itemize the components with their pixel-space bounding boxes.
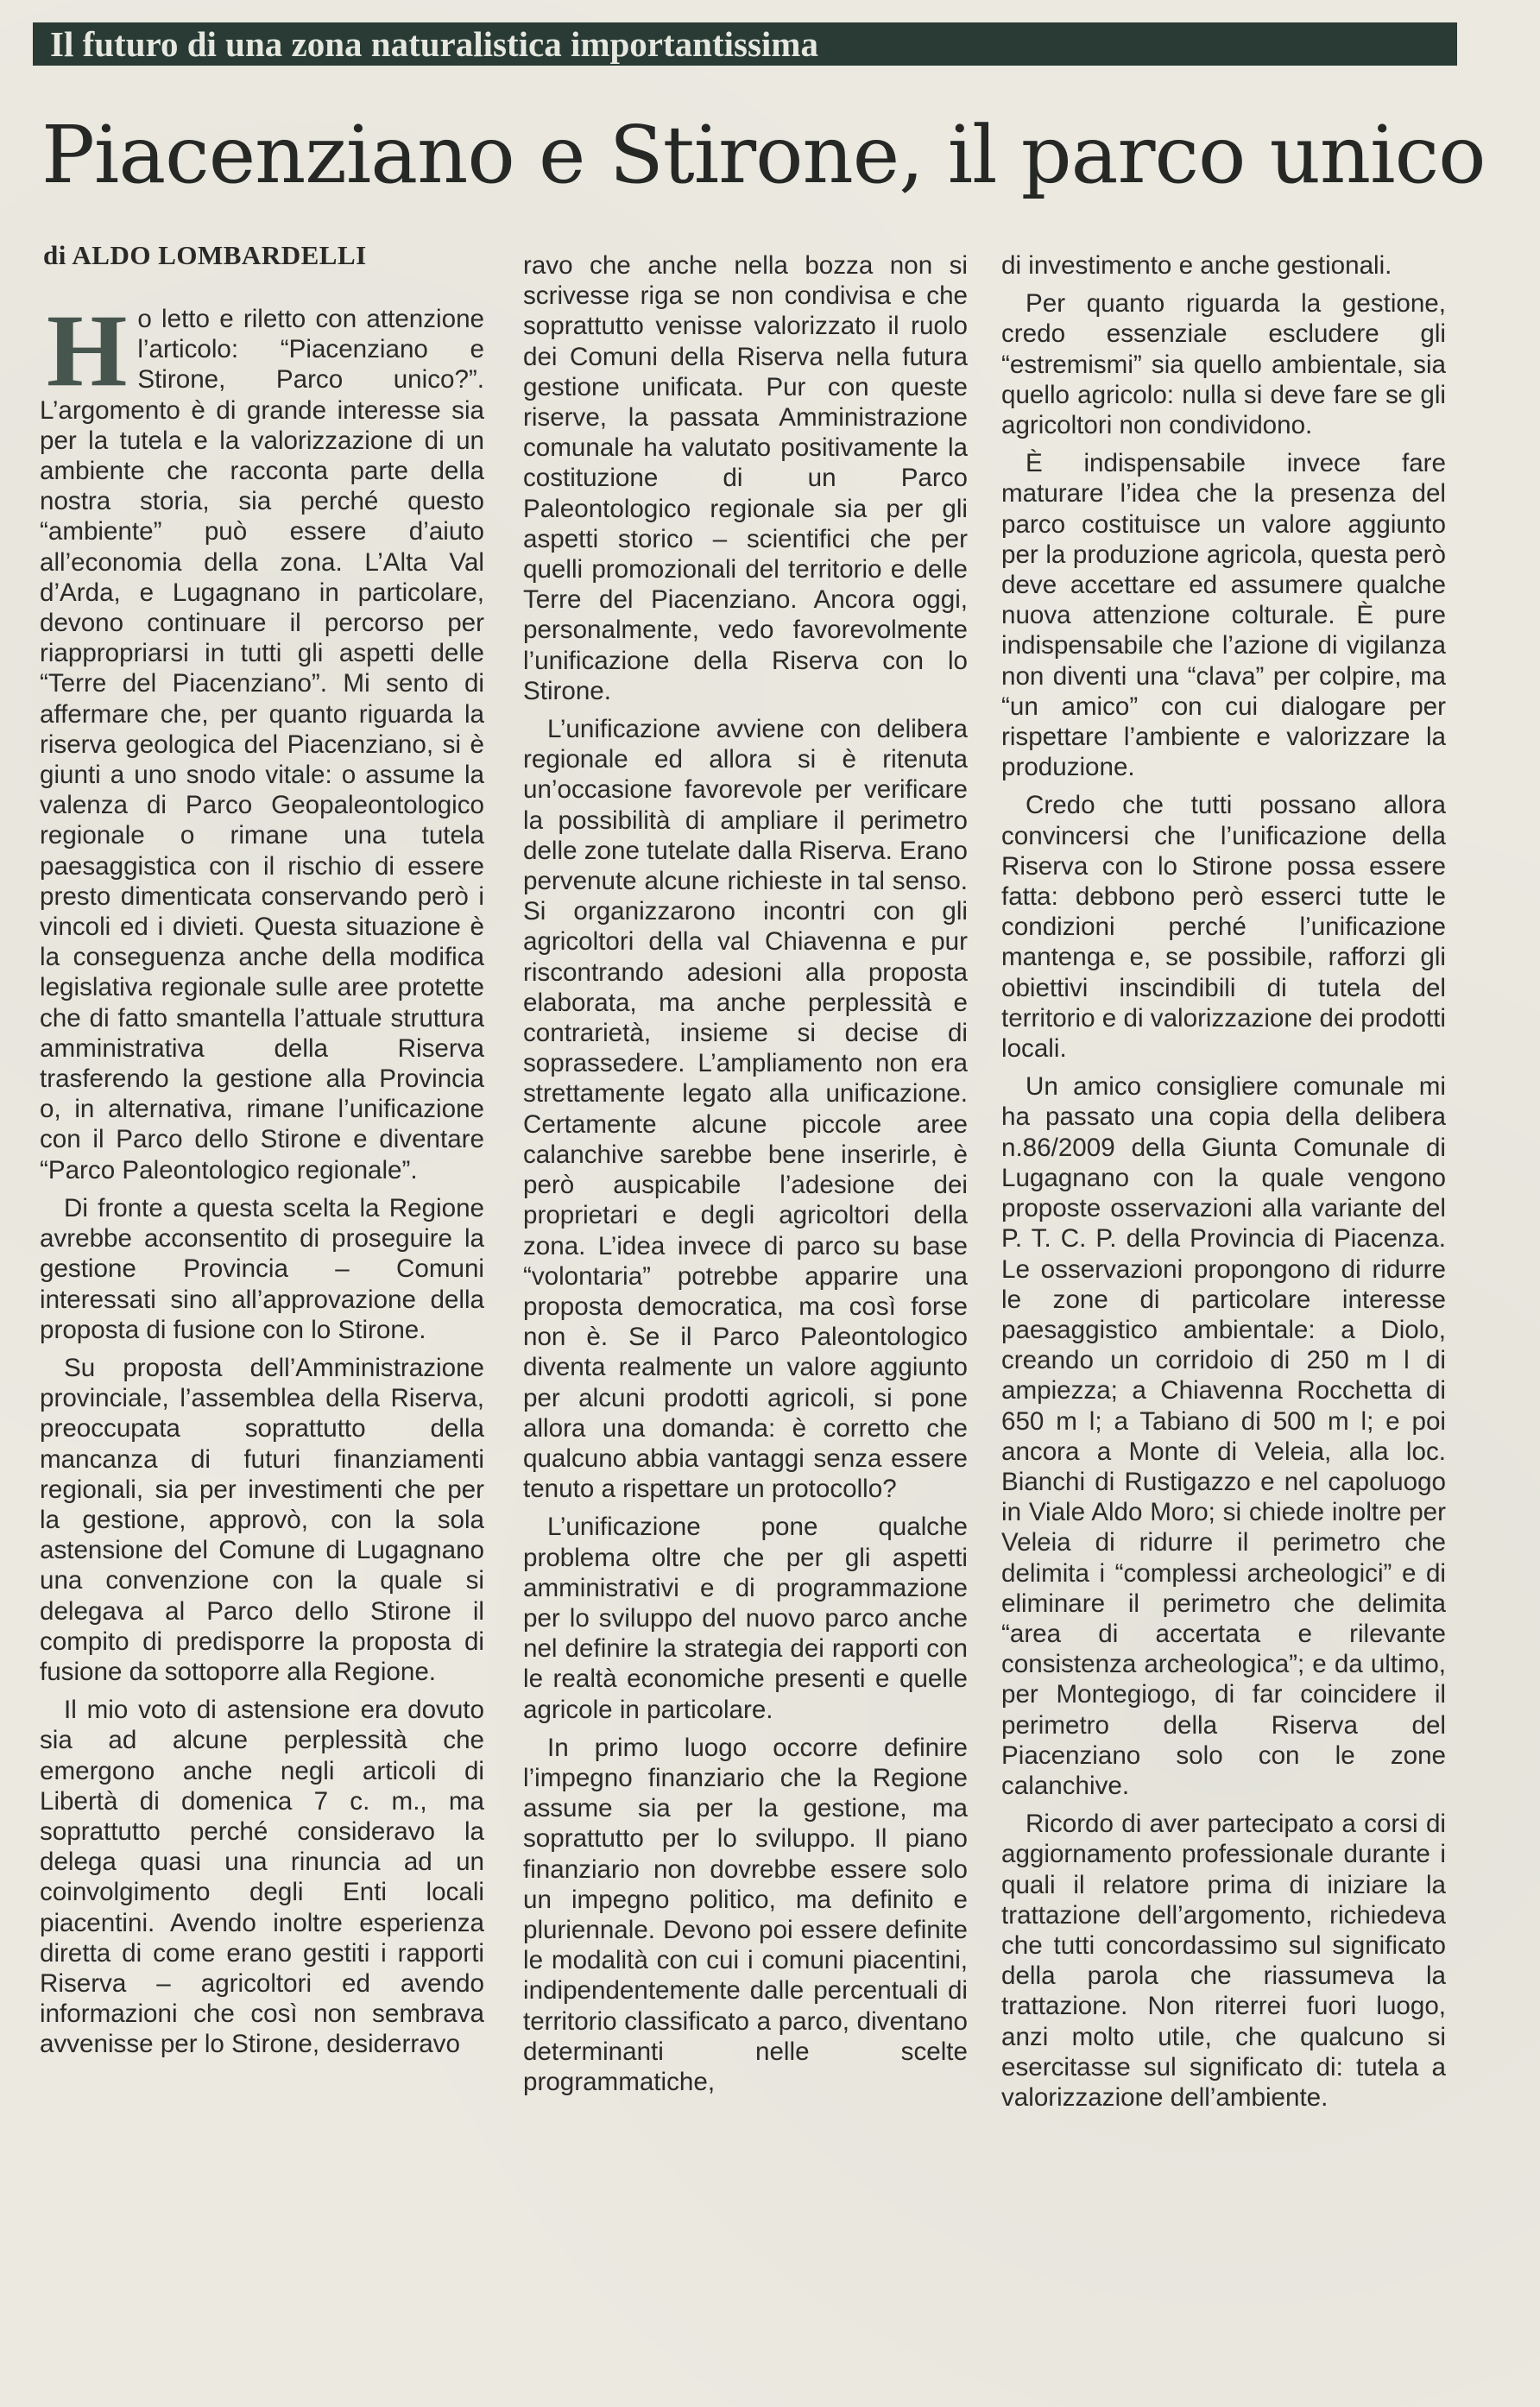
headline: Piacenziano e Stirone, il parco unico (41, 109, 1486, 201)
paragraph: L’unificazione pone qualche problema oltre che per gli aspetti amministrativi e di programmazione per lo sviluppo del nuovo parco anche nel definire la strategia dei rapporti con le realtà economiche presenti e quelle agricole in particolare. (523, 1513, 968, 1724)
paragraph: Su proposta dell’Amministrazione provinciale, l’assemblea della Riserva, preoccupata soprattutto della mancanza di futuri finanziamenti regionali, sia per investimenti che per la gestione, approvò, con la sola astensione del Comune di Lugagnano una convenzione con la quale si delegava al Parco dello Stirone il compito di predisporre la proposta di fusione da sottoporre alla Regione. (40, 1353, 484, 1686)
kicker-banner: Il futuro di una zona naturalistica importantissima (33, 22, 1457, 66)
article-column-3 (1001, 250, 1446, 2374)
paragraph: Un amico consigliere comunale mi ha passato una copia della delibera n.86/2009 della Giunta Comunale di Lugagnano con la quale vengono proposte osservazioni alla variante del P. T. C. P. della Provincia di Piacenza. Le osservazioni propongono di ridurre le zone di particolare interesse paesaggistico ambientale: a Diolo, creando un corridoio di 250 m l di ampiezza; a Chiavenna Rocchetta di 650 m l; a Tabiano di 500 m l; e poi ancora a Monte di Veleia, alla loc. Bianchi di Rustigazzo e nel capoluogo in Viale Aldo Moro; si chiede inoltre per Veleia di ridurre il perimetro che delimita i “complessi archeologici” e di eliminare il perimetro che delimita “area di accertata e rilevante consistenza archeologica”; e da ultimo, per Montegiogo, di far coincidere il perimetro della Riserva del Piacenziano solo con le zone calanchive. (1001, 1072, 1446, 1800)
paragraph: o letto e riletto con attenzione l’articolo: “Piacenziano e Stirone, Parco unico?”. L’argomento è di grande interesse sia per la tutela e la valorizzazione di un ambiente che racconta parte della nostra storia, sia perché questo “ambiente” può essere d’aiuto all’economia della zona. L’Alta Val d’Arda, e Lugagnano in particolare, devono continuare il percorso per riappropriarsi in tutti gli aspetti delle “Terre del Piacenziano”. Mi sento di affermare che, per quanto riguarda la riserva geologica del Piacenziano, si è giunti a uno snodo vitale: o assume la valenza di Parco Geopaleontologico regionale o rimane una tutela paesaggistica con il rischio di essere presto dimenticata conservando però i vincoli ed i divieti. Questa situazione è la conseguenza anche della modifica legislativa regionale sulle aree protette che di fatto smantella l’attuale struttura amministrativa della Riserva trasferendo la gestione alla Provincia o, in alternativa, rimane l’unificazione con il Parco dello Stirone e diventare “Parco Paleontologico regionale”. (40, 305, 484, 1185)
paragraph: In primo luogo occorre definire l’impegno finanziario che la Regione assume sia per la gestione, ma soprattutto per lo sviluppo. Il piano finanziario non dovrebbe essere solo un impegno politico, ma definito e pluriennale. Devono poi essere definite le modalità con cui i comuni piacentini, indipendentemente dalle percentuali di territorio classificato a parco, diventano determinanti nelle scelte programmatiche, (523, 1733, 968, 2096)
byline: di ALDO LOMBARDELLI (43, 240, 367, 270)
article-column-2 (523, 250, 968, 2374)
paragraph: Di fronte a questa scelta la Regione avrebbe acconsentito di proseguire la gestione Provincia – Comuni interessati sino all’approvazione della proposta di fusione con lo Stirone. (40, 1193, 484, 1344)
paragraph: Ricordo di aver partecipato a corsi di aggiornamento professionale durante i quali il relatore prima di iniziare la trattazione dell’argomento, richiedeva che tutti concordassimo sul significato della parola che riassumeva la trattazione. Non riterrei fuori luogo, anzi molto utile, che qualcuno si esercitasse sul significato di: tutela a valorizzazione dell’ambiente. (1001, 1810, 1446, 2112)
article-column-1 (40, 304, 484, 2374)
paragraph: Il mio voto di astensione era dovuto sia ad alcune perplessità che emergono anche negli articoli di Libertà di domenica 7 c. m., ma soprattutto perché consideravo la delega quasi una rinuncia ad un coinvolgimento degli Enti locali piacentini. Avendo inoltre esperienza diretta di come erano gestiti i rapporti Riserva – agricoltori ed avendo informazioni che così non sembrava avvenisse per lo Stirone, desiderravo (40, 1696, 484, 2059)
paragraph: Credo che tutti possano allora convincersi che l’unificazione della Riserva con lo Stirone possa essere fatta: debbono però esserci tutte le condizioni perché l’unificazione mantenga e, se possibile, rafforzi gli obiettivi inscindibili di tutela del territorio e di valorizzazione dei prodotti locali. (1001, 791, 1446, 1064)
paragraph: Per quanto riguarda la gestione, credo essenziale escludere gli “estremismi” sia quello ambientale, sia quello agricolo: nulla si deve fare se gli agricoltori non condividono. (1001, 289, 1446, 440)
paragraph: L’unificazione avviene con delibera regionale ed allora si è ritenuta un’occasione favorevole per verificare la possibilità di ampliare il perimetro delle zone tutelate dalla Riserva. Erano pervenute alcune richieste in tal senso. Si organizzarono incontri con gli agricoltori della val Chiavenna e pur riscontrando adesioni alla proposta elaborata, ma anche perplessità e contrarietà, insieme si decise di soprassedere. L’ampliamento non era strettamente legato alla unificazione. Certamente alcune piccole aree calanchive sarebbe bene inserirle, è però auspicabile l’adesione dei proprietari e degli agricoltori della zona. L’idea invece di parco su base “volontaria” potrebbe apparire una proposta democratica, ma così forse non è. Se il Parco Paleontologico diventa realmente un valore aggiunto per alcuni prodotti agricoli, si pone allora una domanda: è corretto che qualcuno abbia vantaggi senza essere tenuto a rispettare un protocollo? (523, 715, 968, 1504)
drop-cap: H (47, 304, 128, 407)
paragraph: ravo che anche nella bozza non si scrivesse riga se non condivisa e che soprattutto venisse valorizzato il ruolo dei Comuni della Riserva nella futura gestione unificata. Pur con queste riserve, la passata Amministrazione comunale ha valutato positivamente la costituzione di un Parco Paleontologico regionale sia per gli aspetti storico – scientifici che per quelli promozionali del territorio e delle Terre del Piacenziano. Ancora oggi, personalmente, vedo favorevolmente l’unificazione della Riserva con lo Stirone. (523, 251, 968, 705)
paragraph: È indispensabile invece fare maturare l’idea che la presenza del parco costituisce un valore aggiunto per la produzione agricola, questa però deve accettare ed assumere qualche nuova attenzione colturale. È pure indispensabile che l’azione di vigilanza non diventi una “clava” per colpire, ma “un amico” con cui dialogare per rispettare l’ambiente e valorizzare la produzione. (1001, 449, 1446, 782)
paragraph: di investimento e anche gestionali. (1001, 251, 1392, 280)
